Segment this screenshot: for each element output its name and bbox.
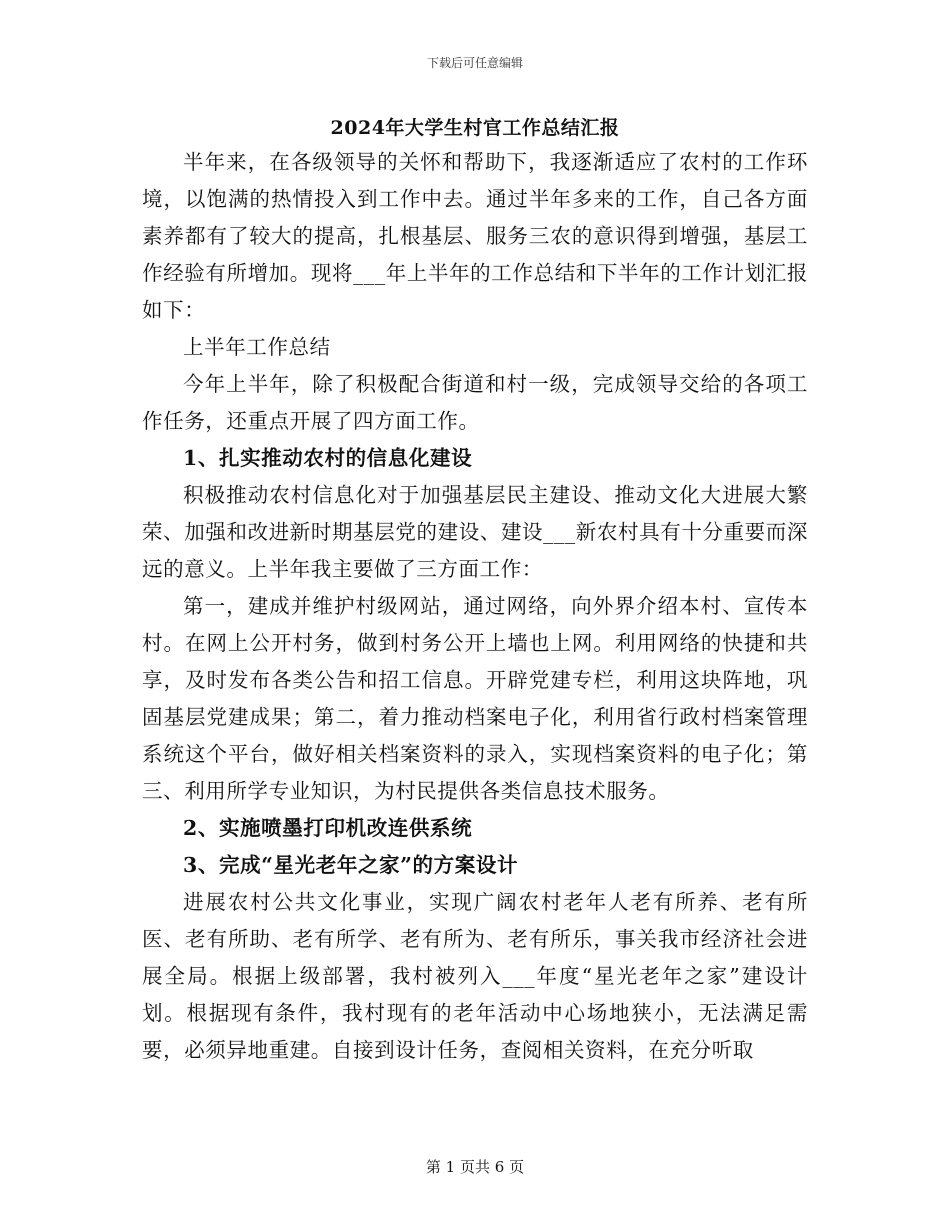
subheading-elderly-home: 3、完成“星光老年之家”的方案设计	[183, 853, 519, 877]
subheading-printer-system: 2、实施喷墨打印机改连供系统	[183, 816, 473, 840]
paragraph-intro: 半年来，在各级领导的关怀和帮助下，我逐渐适应了农村的工作环境，以饱满的热情投入到工作中去。通过半年多来的工作，自己各方面素养都有了较大的提高，扎根基层、服务三农的意识得到增强，基层工作经验有所增加。现将___年上半年的工作总结和下半年的工作计划汇报如下：	[142, 150, 808, 322]
paragraph-elderly-home: 进展农村公共文化事业，实现广阔农村老年人老有所养、老有所医、老有所助、老有所学、老有所为、老有所乐，事关我市经济社会进展全局。根据上级部署，我村被列入___年度“星光老年之家”建设计划。根据现有条件，我村现有的老年活动中心场地狭小，无法满足需要，必须异地重建。自接到设计任务，查阅相关资料，在充分听取	[142, 890, 808, 1062]
subheading-informatization: 1、扎实推动农村的信息化建设	[183, 446, 473, 470]
paragraph-informatization: 积极推动农村信息化对于加强基层民主建设、推动文化大进展大繁荣、加强和改进新时期基层党的建设、建设___新农村具有十分重要而深远的意义。上半年我主要做了三方面工作：	[142, 483, 808, 581]
document-title: 2024年大学生村官工作总结汇报	[330, 117, 620, 139]
page-number-footer: 第 1 页共 6 页	[425, 1158, 525, 1176]
paragraph-three-tasks: 第一，建成并维护村级网站，通过网络，向外界介绍本村、宣传本村。在网上公开村务，做到村务公开上墙也上网。利用网络的快捷和共享，及时发布各类公告和招工信息。开辟党建专栏，利用这块阵地，巩固基层党建成果；第二，着力推动档案电子化，利用省行政村档案管理系统这个平台，做好相关档案资料的录入，实现档案资料的电子化；第三、利用所学专业知识，为村民提供各类信息技术服务。	[142, 594, 808, 803]
document-body	[142, 112, 808, 1069]
paragraph-first-half-overview: 今年上半年，除了积极配合街道和村一级，完成领导交给的各项工作任务，还重点开展了四方面工作。	[142, 372, 808, 433]
section-heading-first-half: 上半年工作总结	[183, 335, 331, 359]
header-note: 下载后可任意编辑	[426, 56, 523, 70]
